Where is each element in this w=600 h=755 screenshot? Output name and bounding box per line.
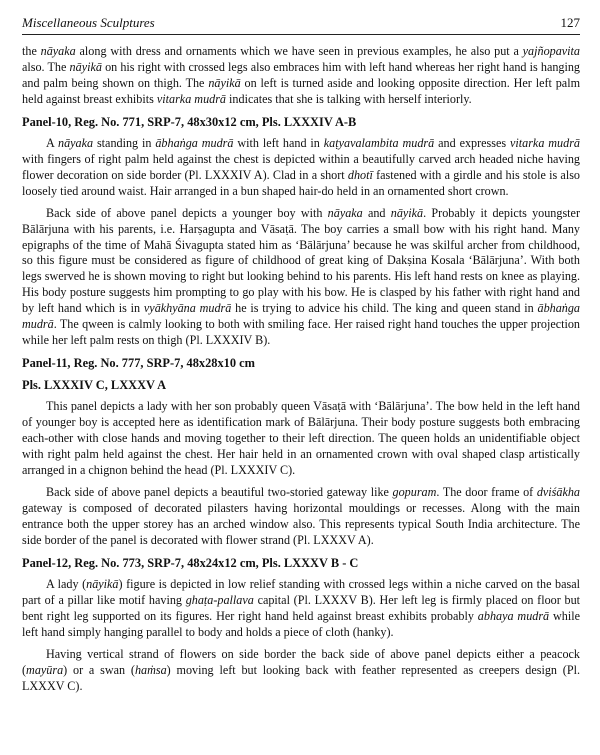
text-run: while left hand simply hanging parallel to body and holds a piece of cloth (hanky). [22,608,580,639]
text-run: . The door frame of [436,484,537,499]
italic-term: nāyikā [208,75,241,90]
italic-term: mayūra [26,662,64,677]
italic-term: nāyikā [86,576,119,591]
text-run: indicates that she is talking with herself interiorly. [226,91,472,106]
panel-12-paragraph-2 [22,647,580,695]
panel-12-paragraph-1 [22,577,580,641]
text-run: Having vertical strand of flowers on side border the back side of above panel depicts either a peacock ( [22,646,580,677]
panel-10-heading: Panel-10, Reg. No. 771, SRP-7, 48x30x12 cm, Pls. LXXXIV A-B [22,114,357,129]
text-run: standing in [93,135,156,150]
panel-10-paragraph-1 [22,136,580,200]
running-header [22,14,580,35]
panel-11-plates-heading: Pls. LXXXIV C, LXXXV A [22,378,167,393]
text-run: fastened with a girdle and his stole is also loosely tied around waist. Hair arranged in a bun shaped hair-do held in an ornamented short crown. [22,167,580,198]
book-page [22,0,580,755]
italic-term: dhotī [347,167,373,182]
text-run: the [22,44,41,58]
italic-term: dviśākha [536,484,580,499]
text-run: gateway is composed of decorated pilasters having horizontal mouldings or recesses. Along with the main entrance both the upper storey has an arched window also. This represents typical South India architecture. The side border of the panel is decorated with flower strand (Pl. LXXXV A). [22,500,580,547]
italic-term: nāyaka [40,44,76,58]
italic-term: nāyaka [58,135,94,150]
text-run: ) moving left but looking back with feather represented as creepers design (Pl. LXXXV C). [22,662,580,693]
text-run: with fingers of right palm held against the chest is depicted within a beautifully carved arch headed niche having flower decoration on side border (Pl. LXXXIV A). Clad in a short [22,151,580,182]
panel-11-paragraph-1 [22,399,580,479]
text-run: he is trying to advice his child. The king and queen stand in [231,301,538,316]
panel-12-heading: Panel-12, Reg. No. 773, SRP-7, 48x24x12 cm, Pls. LXXXV B - C [22,555,359,570]
italic-term: nāyaka [327,205,363,220]
text-run: A lady ( [46,576,87,591]
text-run: on left is turned aside and looking opposite direction. Her left palm held against breast exhibits [22,75,581,106]
text-run: ) figure is depicted in low relief standing with crossed legs within a niche carved on the basal part of a pillar like motif having [22,576,580,607]
italic-term: yajñopavita [522,44,580,58]
text-run: capital (Pl. LXXXV B). Her left leg is firmly placed on floor but bent right leg supported on its figures. Her right hand held against breast exhibits probably [22,592,581,623]
text-run: A [46,135,58,150]
italic-term: nāyikā [390,205,424,220]
text-run: along with dress and ornaments which we have seen in previous examples, he also put a [75,44,523,58]
italic-term: ābhaṅga mudrā [22,301,580,332]
italic-term: ābhaṅga mudrā [155,135,234,150]
text-run: This panel depicts a lady with her son probably queen Vāsaṭā with ‘Bālārjuna’. The bow held in the left hand of younger boy is accepted here as identification mark of Bālārjuna. Their body posture suggests both embracing each-other with close hands and moving together to their left direction. The queen holds an unidentifiable object with right palm held against the chest. Her hair held in an ornamented crown with oval shaped clasp artistically arranged in a chignon behind the head (Pl. LXXXIV C). [22,399,580,478]
running-title: Miscellaneous Sculptures [22,15,155,30]
italic-term: ghaṭa-pallava [185,592,254,607]
page-number: 127 [560,15,580,30]
text-run: and [362,205,391,220]
text-run: also. The [22,59,70,74]
text-run: Back side of above panel depicts a beautiful two-storied gateway like [46,484,393,499]
text-run: . The qween is calmly looking to both with smiling face. Her raised right hand touches the upper projection while her left palm rests on thigh (Pl. LXXXIV B). [22,317,580,348]
italic-term: vitarka mudrā [510,135,580,150]
paragraph-continued [22,44,580,108]
panel-11-paragraph-2 [22,485,580,549]
panel-11-heading: Panel-11, Reg. No. 777, SRP-7, 48x28x10 cm [22,356,255,371]
page-body [22,44,580,700]
text-run: on his right with crossed legs also embraces him with left hand whereas her right hand is hanging and palm being shown on thigh. The [22,59,580,90]
text-run: with left hand in [233,135,324,150]
italic-term: haṁsa [134,662,167,677]
italic-term: vyākhyāna mudrā [143,301,232,316]
text-run: Back side of above panel depicts a younger boy with [46,205,328,220]
italic-term: nāyikā [69,59,102,74]
italic-term: kaṭyavalambita mudrā [323,135,435,150]
text-run: and expresses [434,135,510,150]
text-run: . Probably it depicts youngster Bālārjuna with his parents, i.e. Harṣagupta and Vāsaṭā. The boy carries a small bow with his right hand. Many epigraphs of the time of Mahā Śivagupta stated him as ‘Bālārjuna’ because he was skilful archer from childhood, so this figure must be considered as figure of childhood of great king of Dakṣina Kosala ‘Bālārjuna’. With both legs swerved he is shown moving to right but looking behind to his parents. His left hand rests on knee as playing. His body posture suggests him prompting to go play with his bow. He is clasped by his father with right hand and by left hand which is in [22,205,580,316]
panel-10-paragraph-2 [22,206,580,350]
italic-term: gopuram [392,484,437,499]
italic-term: vitarka mudrā [156,91,227,106]
italic-term: abhaya mudrā [477,608,550,623]
text-run: ) or a swan ( [63,662,135,677]
